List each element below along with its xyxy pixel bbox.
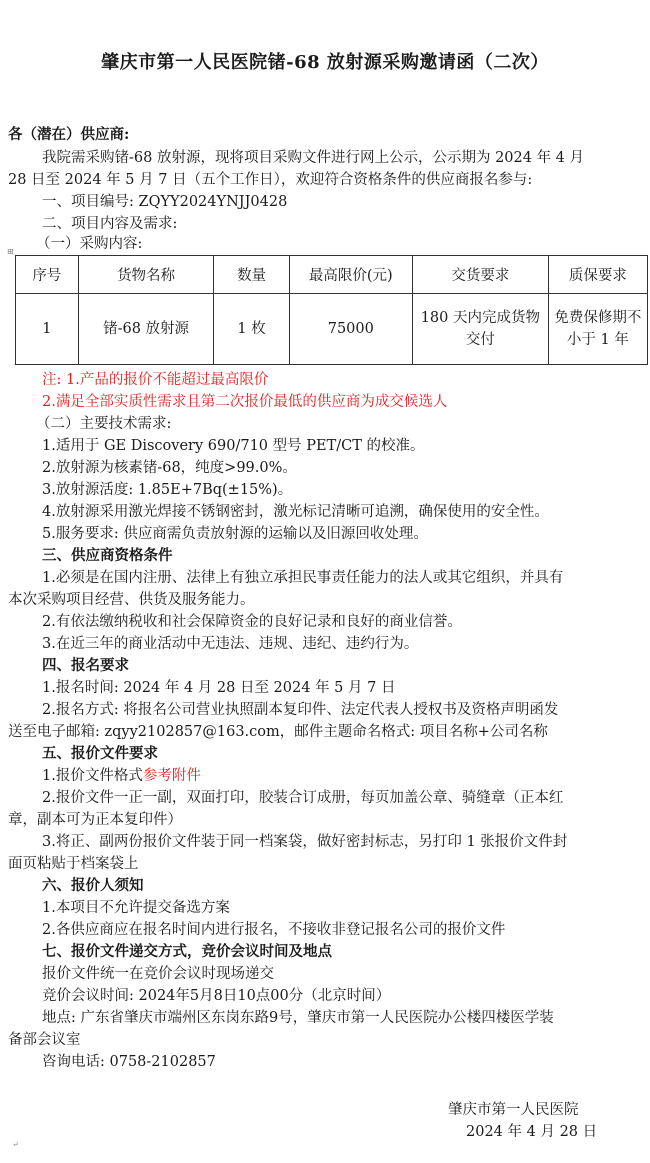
notice-heading: 六、报价人须知	[42, 877, 144, 894]
qualification-3: 3.在近三年的商业活动中无违法、违规、违纪、违约行为。	[42, 636, 419, 652]
intro-line-1: 我院需采购锗-68 放射源，现将项目采购文件进行网上公示，公示期为 2024 年 4 月	[42, 150, 585, 166]
header-quantity: 数量	[214, 256, 289, 294]
meeting-location-line-2: 备部会议室	[8, 1032, 81, 1048]
quote-heading: 五、报价文件要求	[42, 745, 158, 762]
registration-method-line-2: 送至电子邮箱: zqyy2102857@163.com，邮件主题命名格式: 项目名称+公司名称	[8, 724, 548, 740]
table-row	[16, 294, 648, 365]
tech-item-4: 4.放射源采用激光焊接不锈钢密封，激光标记清晰可追溯，确保使用的安全性。	[42, 504, 549, 520]
note-2: 2.满足全部实质性需求且第二次报价最低的供应商为成交候选人	[42, 394, 448, 410]
attachment-reference: 参考附件	[142, 768, 201, 784]
header-max-price: 最高限价(元)	[289, 256, 412, 294]
registration-time: 1.报名时间: 2024 年 4 月 28 日至 2024 年 5 月 7 日	[42, 680, 396, 696]
cell-quantity: 1 枚	[214, 294, 289, 365]
meeting-time: 竞价会议时间: 2024年5月8日10点00分（北京时间）	[42, 988, 391, 1004]
quote-item-1	[42, 766, 644, 786]
header-no: 序号	[16, 256, 79, 294]
purchase-content-heading: （一）采购内容:	[36, 236, 143, 252]
cell-warranty: 免费保修期不小于 1 年	[548, 294, 647, 365]
paragraph-mark-icon: ↵	[12, 1140, 19, 1149]
signature-organization: 肇庆市第一人民医院	[448, 1102, 579, 1118]
qualification-heading: 三、供应商资格条件	[42, 547, 173, 564]
quote-item-2-line-1: 2.报价文件一正一副，双面打印，胶装合订成册，每页加盖公章、骑缝章（正本红	[42, 790, 564, 806]
quote-item-3-line-2: 面页粘贴于档案袋上	[8, 856, 139, 872]
tech-item-3: 3.放射源活度: 1.85E+7Bq(±15%)。	[42, 482, 293, 498]
cell-max-price: 75000	[289, 294, 412, 365]
header-goods-name: 货物名称	[78, 256, 214, 294]
tech-item-5: 5.服务要求: 供应商需负责放射源的运输以及旧源回收处理。	[42, 526, 428, 542]
table-move-handle-icon: ⊞	[7, 247, 14, 256]
registration-heading: 四、报名要求	[42, 657, 129, 674]
project-content-heading: 二、项目内容及需求:	[42, 216, 178, 232]
submission-heading: 七、报价文件递交方式，竞价会议时间及地点	[42, 943, 332, 960]
qualification-2: 2.有依法缴纳税收和社会保障资金的良好记录和良好的商业信誉。	[42, 614, 462, 630]
header-warranty: 质保要求	[548, 256, 647, 294]
note-1: 注: 1.产品的报价不能超过最高限价	[42, 372, 269, 388]
signature-date: 2024 年 4 月 28 日	[466, 1124, 598, 1140]
submission-method: 报价文件统一在竞价会议时现场递交	[42, 966, 274, 982]
quote-item-3-line-1: 3.将正、副两份报价文件装于同一档案袋，做好密封标志，另打印 1 张报价文件封	[42, 834, 568, 850]
registration-method-line-1: 2.报名方式: 将报名公司营业执照副本复印件、法定代表人授权书及资格声明函发	[42, 702, 559, 718]
cell-delivery: 180 天内完成货物交付	[412, 294, 548, 365]
notice-item-2: 2.各供应商应在报名时间内进行报名，不接收非登记报名公司的报价文件	[42, 922, 506, 938]
project-number: 一、项目编号: ZQYY2024YNJJ0428	[42, 194, 288, 210]
purchase-table	[15, 255, 648, 365]
tech-heading: （二）主要技术需求:	[36, 416, 172, 432]
intro-line-2: 28 日至 2024 年 5 月 7 日（五个工作日），欢迎符合资格条件的供应商报名参与:	[8, 172, 533, 188]
quote-item-1-text: 1.报价文件格式	[42, 768, 143, 784]
qualification-1-line-1: 1.必须是在国内注册、法律上有独立承担民事责任能力的法人或其它组织，并具有	[42, 570, 564, 586]
qualification-1-line-2: 本次采购项目经营、供货及服务能力。	[8, 592, 255, 608]
header-delivery: 交货要求	[412, 256, 548, 294]
meeting-location-line-1: 地点: 广东省肇庆市端州区东岗东路9号，肇庆市第一人民医院办公楼四楼医学装	[42, 1010, 554, 1026]
quote-item-2-line-2: 章，副本可为正本复印件）	[8, 812, 182, 828]
page-title: 肇庆市第一人民医院锗-68 放射源采购邀请函（二次）	[101, 52, 549, 73]
cell-goods-name: 锗-68 放射源	[78, 294, 214, 365]
tech-item-1: 1.适用于 GE Discovery 690/710 型号 PET/CT 的校准。	[42, 438, 425, 454]
notice-item-1: 1.本项目不允许提交备选方案	[42, 900, 230, 916]
cell-no: 1	[16, 294, 79, 365]
table-header-row	[16, 256, 648, 294]
greeting: 各（潜在）供应商:	[8, 126, 130, 143]
contact-phone: 咨询电话: 0758-2102857	[42, 1054, 216, 1070]
tech-item-2: 2.放射源为核素锗-68，纯度>99.0%。	[42, 460, 297, 476]
